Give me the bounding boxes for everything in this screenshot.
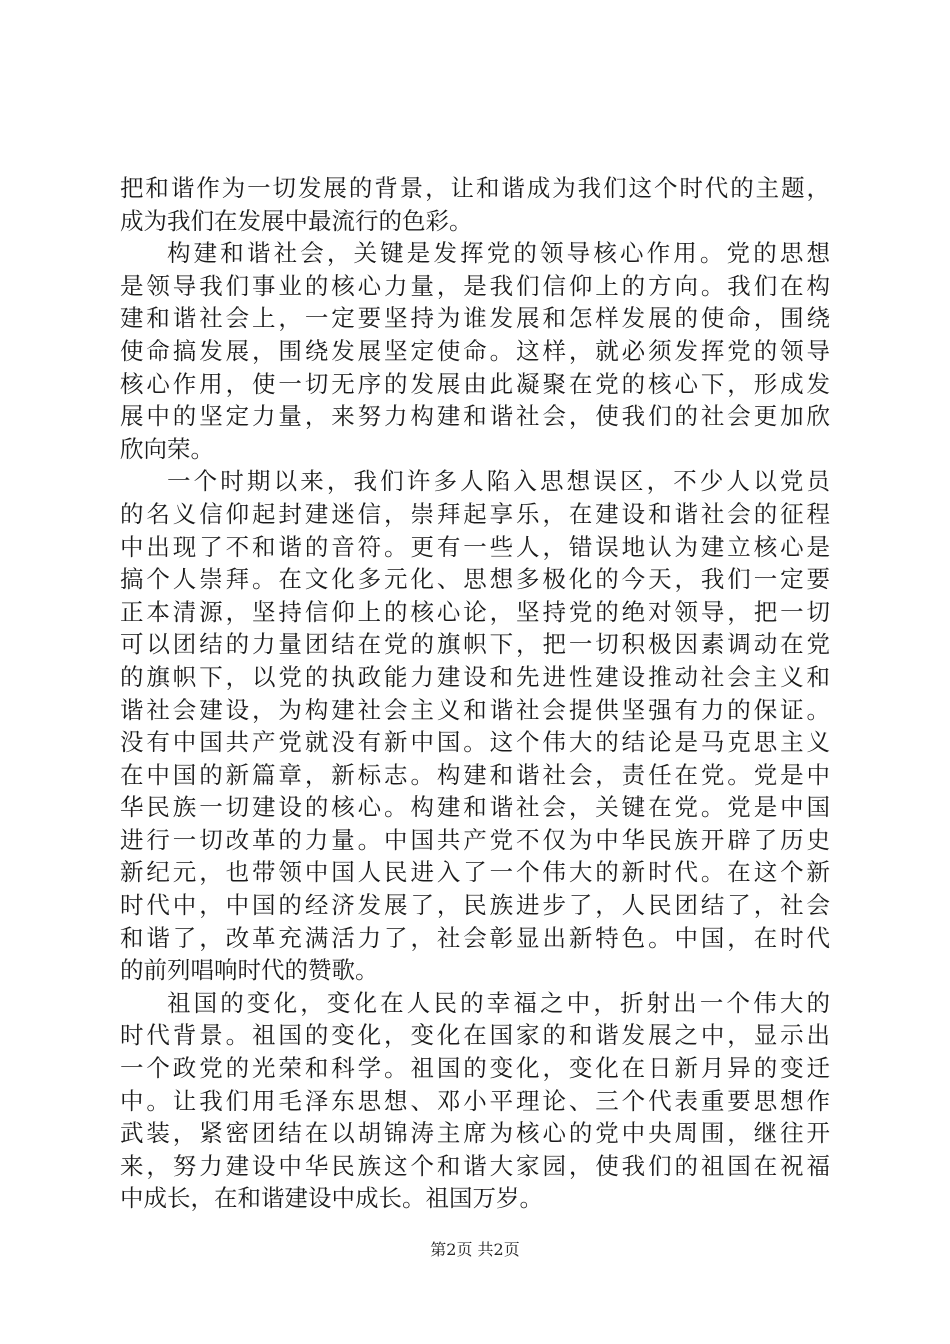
text-line: 是领导我们事业的核心力量，是我们信仰上的方向。我们在构 <box>120 271 830 300</box>
text-line: 可以团结的力量团结在党的旗帜下，把一切积极因素调动在党 <box>120 630 830 659</box>
text-line: 搞个人崇拜。在文化多元化、思想多极化的今天，我们一定要 <box>120 565 830 594</box>
text-line: 新纪元，也带领中国人民进入了一个伟大的新时代。在这个新 <box>120 858 830 887</box>
paragraph <box>120 237 830 465</box>
text-line: 中成长，在和谐建设中成长。祖国万岁。 <box>120 1184 543 1213</box>
text-line: 展中的坚定力量，来努力构建和谐社会，使我们的社会更加欣 <box>120 402 830 431</box>
paragraph <box>120 987 830 1215</box>
text-line: 没有中国共产党就没有新中国。这个伟大的结论是马克思主义 <box>120 728 830 757</box>
text-line: 的旗帜下，以党的执政能力建设和先进性建设推动社会主义和 <box>120 662 830 691</box>
text-line: 的前列唱响时代的赞歌。 <box>120 956 379 985</box>
text-line: 把和谐作为一切发展的背景，让和谐成为我们这个时代的主题， <box>120 174 830 202</box>
text-line: 武装，紧密团结在以胡锦涛主席为核心的党中央周围，继往开 <box>120 1119 830 1148</box>
text-line: 和谐了，改革充满活力了，社会彰显出新特色。中国，在时代 <box>120 923 830 952</box>
text-line: 在中国的新篇章，新标志。构建和谐社会，责任在党。党是中 <box>120 760 830 789</box>
text-line: 构建和谐社会，关键是发挥党的领导核心作用。党的思想 <box>167 239 830 268</box>
text-line: 正本清源，坚持信仰上的核心论，坚持党的绝对领导，把一切 <box>120 597 830 626</box>
text-line: 中出现了不和谐的音符。更有一些人，错误地认为建立核心是 <box>120 532 830 561</box>
text-line: 一个政党的光荣和科学。祖国的变化，变化在日新月异的变迁 <box>120 1054 830 1083</box>
text-line: 建和谐社会上，一定要坚持为谁发展和怎样发展的使命，围绕 <box>120 304 830 333</box>
text-line: 进行一切改革的力量。中国共产党不仅为中华民族开辟了历史 <box>120 825 830 854</box>
text-line: 谐社会建设，为构建社会主义和谐社会提供坚强有力的保证。 <box>120 695 830 724</box>
text-line: 时代中，中国的经济发展了，民族进步了，人民团结了，社会 <box>120 891 830 920</box>
text-line: 来，努力建设中华民族这个和谐大家园，使我们的祖国在祝福 <box>120 1151 830 1180</box>
text-line: 成为我们在发展中最流行的色彩。 <box>120 206 473 235</box>
text-line: 欣向荣。 <box>120 434 214 463</box>
text-line: 核心作用，使一切无序的发展由此凝聚在党的核心下，形成发 <box>120 369 830 398</box>
text-line: 一个时期以来，我们许多人陷入思想误区，不少人以党员 <box>167 467 830 496</box>
text-line: 时代背景。祖国的变化，变化在国家的和谐发展之中，显示出 <box>120 1021 830 1050</box>
page-number-footer: 第2页 共2页 <box>430 1240 520 1259</box>
document-body <box>120 172 830 1215</box>
paragraph <box>120 465 830 987</box>
text-line: 华民族一切建设的核心。构建和谐社会，关键在党。党是中国 <box>120 793 830 822</box>
text-line: 中。让我们用毛泽东思想、邓小平理论、三个代表重要思想作 <box>120 1086 830 1115</box>
text-line: 的名义信仰起封建迷信，崇拜起享乐，在建设和谐社会的征程 <box>120 499 830 528</box>
text-line: 祖国的变化，变化在人民的幸福之中，折射出一个伟大的 <box>167 988 830 1017</box>
text-line: 使命搞发展，围绕发展坚定使命。这样，就必须发挥党的领导 <box>120 336 830 365</box>
paragraph <box>120 172 830 237</box>
